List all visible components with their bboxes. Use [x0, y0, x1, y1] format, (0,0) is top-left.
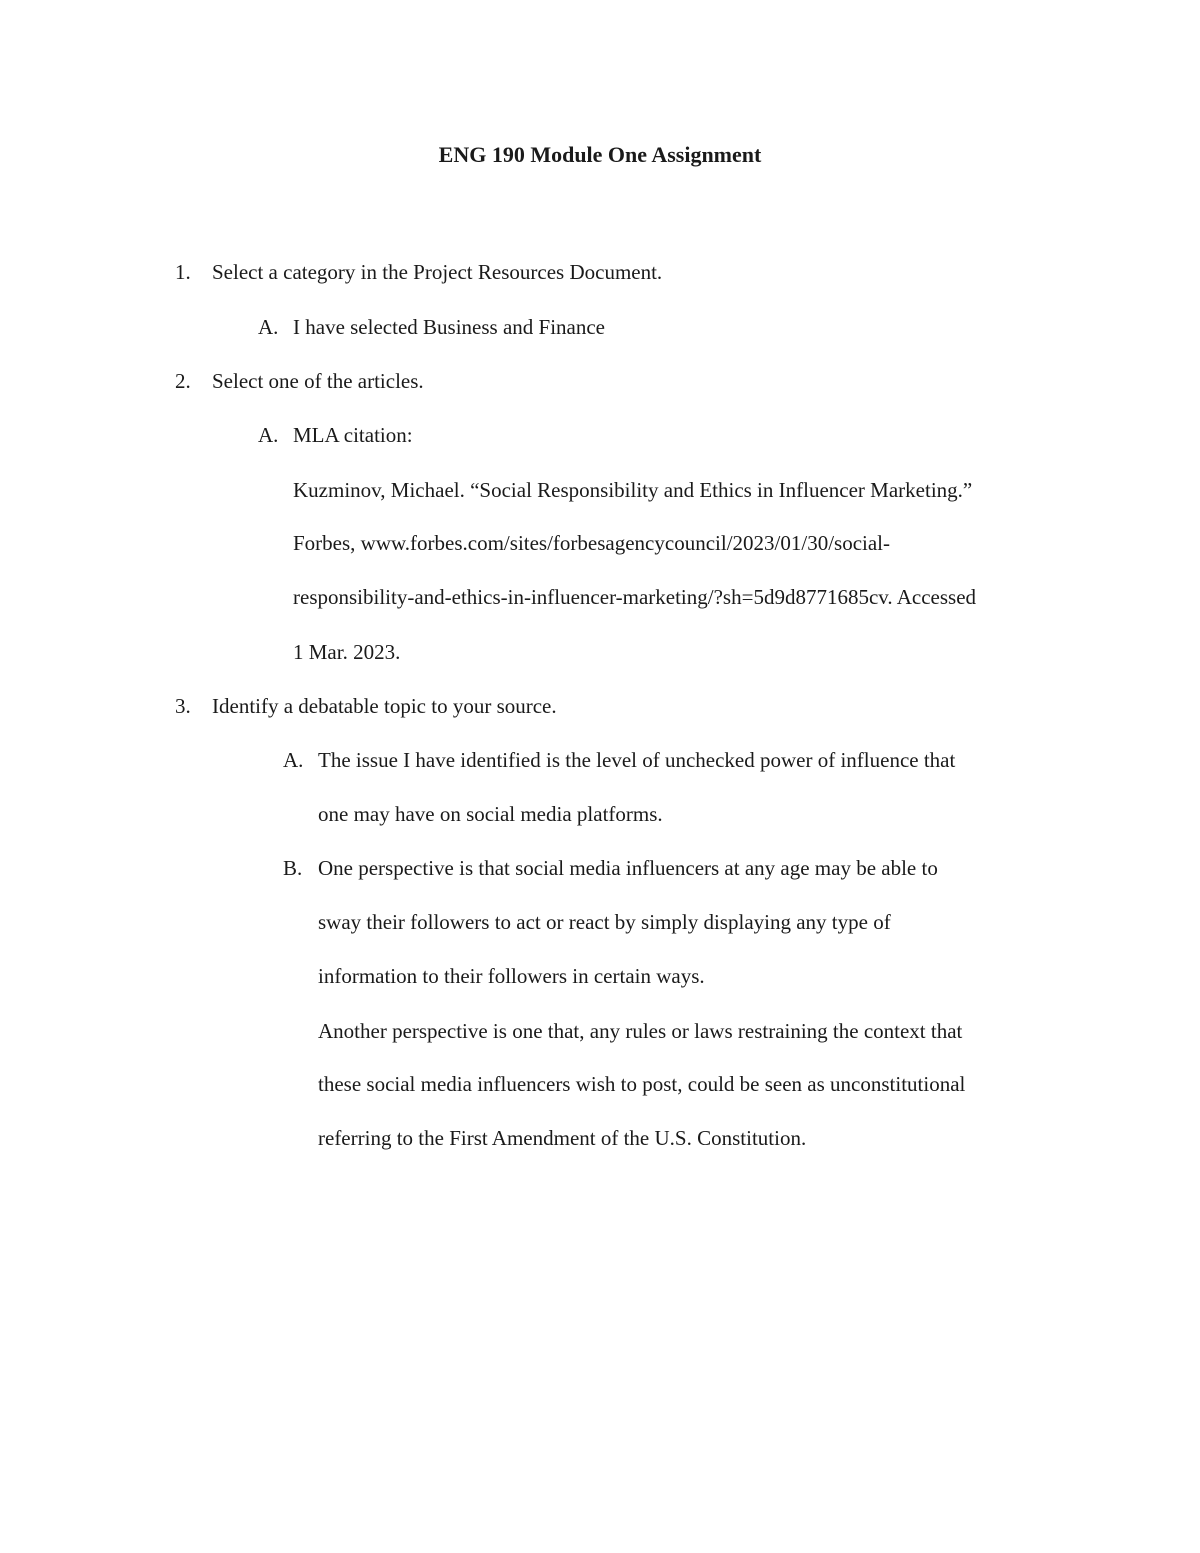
citation-line-2: Forbes, www.forbes.com/sites/forbesagencycouncil/2023/01/30/social- — [293, 531, 891, 555]
citation-line-3: responsibility-and-ethics-in-influencer-marketing/?sh=5d9d8771685cv. Accessed — [293, 585, 977, 609]
sub-item-3b-line-1: One perspective is that social media influencers at any age may be able to — [318, 856, 938, 880]
sub-item-3b-line-4: Another perspective is one that, any rules or laws restraining the context that — [318, 1019, 963, 1043]
list-marker-2: 2. — [175, 369, 191, 393]
sub-item-3b-line-6: referring to the First Amendment of the U.S. Constitution. — [318, 1126, 807, 1150]
citation-line-1: Kuzminov, Michael. “Social Responsibility and Ethics in Influencer Marketing.” — [293, 478, 973, 502]
citation-line-4: 1 Mar. 2023. — [293, 640, 401, 664]
document-title: ENG 190 Module One Assignment — [438, 142, 762, 167]
sub-item-1a-text: I have selected Business and Finance — [293, 315, 605, 339]
sub-item-3b-line-3: information to their followers in certain ways. — [318, 964, 705, 988]
sub-marker-2a: A. — [258, 423, 279, 447]
sub-marker-1a: A. — [258, 315, 279, 339]
sub-item-2a-text: MLA citation: — [293, 423, 413, 447]
sub-item-3a-line-2: one may have on social media platforms. — [318, 802, 663, 826]
list-item-2-text: Select one of the articles. — [212, 369, 424, 393]
sub-marker-3b: B. — [283, 856, 303, 880]
list-marker-1: 1. — [175, 260, 191, 284]
sub-item-3b-line-2: sway their followers to act or react by simply displaying any type of — [318, 910, 891, 934]
sub-marker-3a: A. — [283, 748, 304, 772]
list-item-3-text: Identify a debatable topic to your source. — [212, 694, 557, 718]
list-marker-3: 3. — [175, 694, 191, 718]
sub-item-3a-line-1: The issue I have identified is the level of unchecked power of influence that — [318, 748, 956, 772]
sub-item-3b-line-5: these social media influencers wish to post, could be seen as unconstitutional — [318, 1072, 966, 1096]
list-item-1-text: Select a category in the Project Resources Document. — [212, 260, 663, 284]
